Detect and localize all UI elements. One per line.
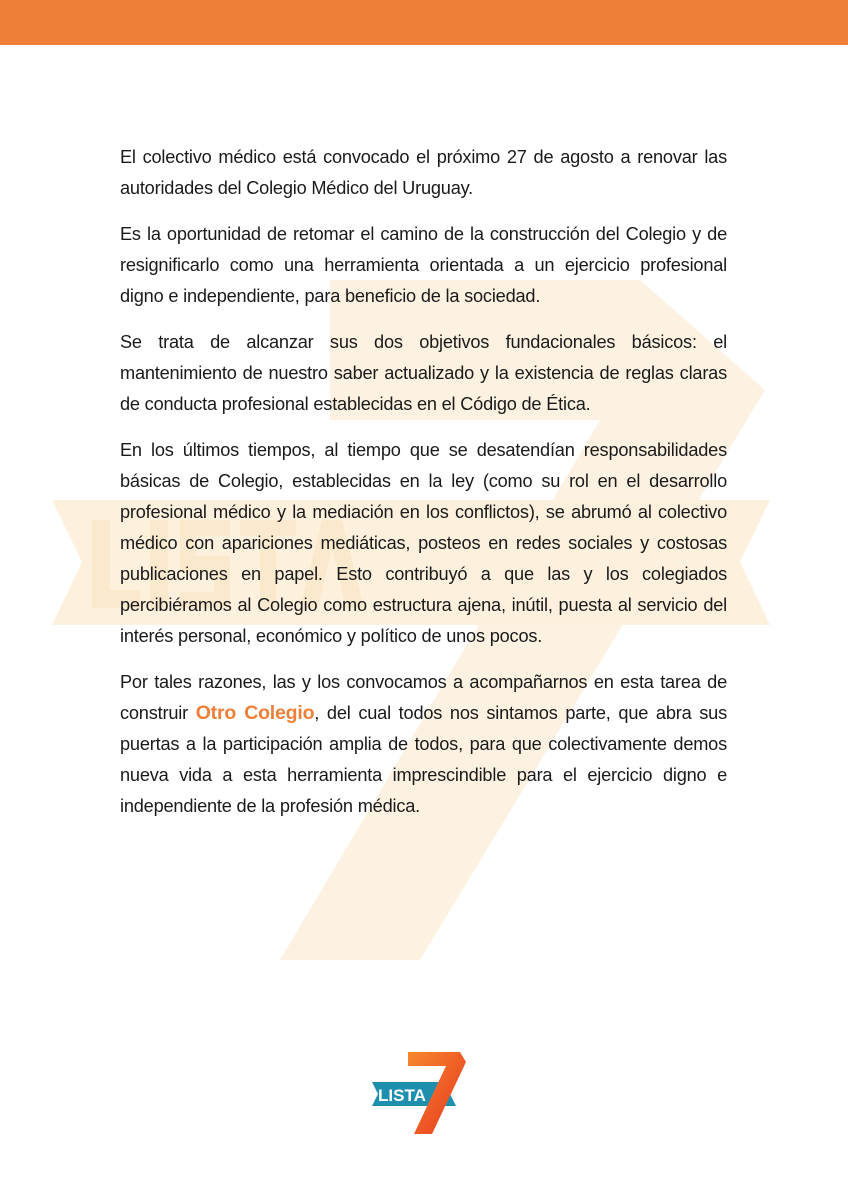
lista7-logo	[368, 1048, 478, 1138]
text: , del cual todos nos sintamos parte, que abra sus puertas a la participación amplia de todos, para que colectivamente demos nueva vida a esta herramienta imprescindible para el ejercicio digno e independiente de la profesión médica.	[120, 703, 727, 816]
paragraph: En los últimos tiempos, al tiempo que se desatendían responsabilidades básicas de Colegio, establecidas en la ley (como su rol en el desarrollo profesional médico y la mediación en los conflictos), se abrumó al colectivo médico con apariciones mediáticas, posteos en redes sociales y costosas publicaciones en papel. Esto contribuyó a que las y los colegiados percibiéramos al Colegio como estructura ajena, inútil, puesta al servicio del interés personal, económico y político de unos pocos.	[120, 440, 727, 646]
text: Por tales razones, las y los convocamos a acompañarnos en esta tarea de construir	[120, 672, 727, 723]
otro-colegio-highlight: Otro Colegio	[195, 702, 315, 724]
letter-body	[120, 142, 727, 837]
paragraph: Es la oportunidad de retomar el camino de la construcción del Colegio y de resignificarlo como una herramienta orientada a un ejercicio profesional digno e independiente, para beneficio de la sociedad.	[120, 224, 727, 306]
paragraph: Se trata de alcanzar sus dos objetivos fundacionales básicos: el mantenimiento de nuestro saber actualizado y la existencia de reglas claras de conducta profesional establecidas en el Código de Ética.	[120, 332, 727, 414]
paragraph: El colectivo médico está convocado el próximo 27 de agosto a renovar las autoridades del Colegio Médico del Uruguay.	[120, 147, 727, 198]
logo-label: LISTA	[378, 1086, 426, 1105]
paragraph-closing	[120, 667, 727, 822]
